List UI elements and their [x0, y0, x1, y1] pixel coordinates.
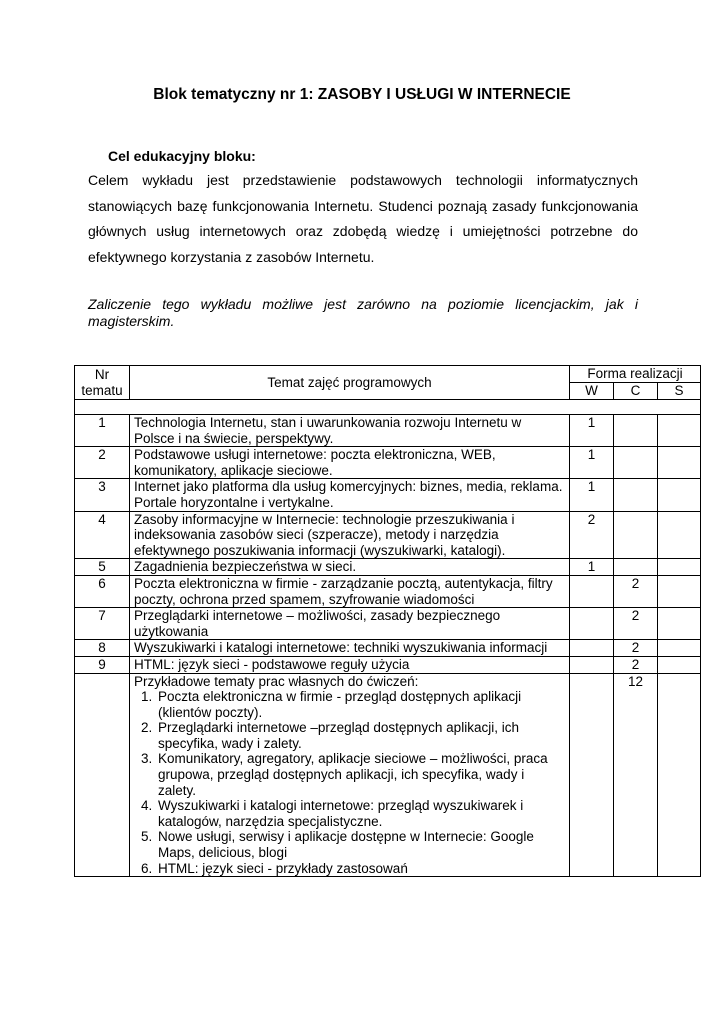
row-w [570, 673, 614, 877]
row-topic: Wyszukiwarki i katalogi internetowe: techniki wyszukiwania informacji [130, 640, 570, 657]
row-topic: HTML: język sieci - podstawowe reguły użycia [130, 656, 570, 673]
row-s [658, 640, 701, 657]
table-row [75, 415, 701, 447]
list-item: 6. HTML: język sieci - przykłady zastosowań [156, 861, 565, 877]
row-c: 2 [614, 656, 658, 673]
table-row [75, 575, 701, 607]
row-s [658, 656, 701, 673]
row-s [658, 447, 701, 479]
row-s [658, 608, 701, 640]
row-w: 2 [570, 511, 614, 559]
row-c [614, 479, 658, 511]
exercise-list [134, 689, 565, 876]
row-nr: 4 [75, 511, 130, 559]
table-row [75, 511, 701, 559]
row-c [614, 447, 658, 479]
row-topic: Zagadnienia bezpieczeństwa w sieci. [130, 559, 570, 576]
row-c: 2 [614, 640, 658, 657]
row-nr: 8 [75, 640, 130, 657]
row-nr: 6 [75, 575, 130, 607]
row-s [658, 415, 701, 447]
header-nr: Nr tematu [75, 366, 130, 400]
header-form: Forma realizacji [570, 366, 701, 383]
row-topic: Przeglądarki internetowe – możliwości, zasady bezpiecznego użytkowania [130, 608, 570, 640]
row-w [570, 640, 614, 657]
section-heading: Cel edukacyjny bloku: [108, 148, 256, 164]
row-s [658, 575, 701, 607]
row-c [614, 511, 658, 559]
row-w: 1 [570, 479, 614, 511]
table-row [75, 656, 701, 673]
table-row [75, 559, 701, 576]
page-title: Blok tematyczny nr 1: ZASOBY I USŁUGI W INTERNECIE [153, 86, 571, 103]
exercise-topics [130, 673, 570, 877]
row-w: 1 [570, 415, 614, 447]
row-topic: Internet jako platforma dla usług komercyjnych: biznes, media, reklama. Portale horyzontalne i vertykalne. [130, 479, 570, 511]
row-nr [75, 673, 130, 877]
row-topic: Zasoby informacyjne w Internecie: technologie przeszukiwania i indeksowania zasobów sieci (szperacze), metody i narzędzia efektywnego poszukiwania informacji (wyszukiwarki, katalogi). [130, 511, 570, 559]
header-s: S [658, 383, 701, 400]
list-item: 2. Przeglądarki internetowe –przegląd dostępnych aplikacji, ich specyfika, wady i zalety. [156, 720, 565, 751]
row-c: 12 [614, 673, 658, 877]
row-topic: Podstawowe usługi internetowe: poczta elektroniczna, WEB, komunikatory, aplikacje sieciowe. [130, 447, 570, 479]
list-item: 4. Wyszukiwarki i katalogi internetowe: przegląd wyszukiwarek i katalogów, narzędzia specjalistyczne. [156, 798, 565, 829]
row-nr: 7 [75, 608, 130, 640]
table-row [75, 479, 701, 511]
row-w [570, 656, 614, 673]
note-paragraph: Zaliczenie tego wykładu możliwe jest zarówno na poziomie licencjackim, jak i magisterskim. [88, 296, 638, 329]
row-topic: Poczta elektroniczna w firmie - zarządzanie pocztą, autentykacja, filtry poczty, ochrona przed spamem, szyfrowanie wiadomości [130, 575, 570, 607]
row-nr: 5 [75, 559, 130, 576]
row-c [614, 415, 658, 447]
header-w: W [570, 383, 614, 400]
row-w: 1 [570, 559, 614, 576]
row-nr: 2 [75, 447, 130, 479]
program-table [74, 365, 701, 877]
row-w [570, 608, 614, 640]
list-item: 5. Nowe usługi, serwisy i aplikacje dostępne w Internecie: Google Maps, delicious, blogi [156, 829, 565, 860]
row-c [614, 559, 658, 576]
row-w [570, 575, 614, 607]
exercise-row [75, 673, 701, 877]
row-s [658, 673, 701, 877]
row-s [658, 559, 701, 576]
table-row [75, 447, 701, 479]
list-item: 3. Komunikatory, agregatory, aplikacje sieciowe – możliwości, praca grupowa, przegląd dostępnych aplikacji, ich specyfika, wady i zalety. [156, 751, 565, 798]
intro-paragraph: Celem wykładu jest przedstawienie podstawowych technologii informatycznych stanowiących bazę funkcjonowania Internetu. Studenci poznają zasady funkcjonowania głównych usług internetowych oraz zdobędą wiedzę i umiejętności potrzebne do efektywnego korzystania z zasobów Internetu. [88, 172, 638, 265]
list-item: 1. Poczta elektroniczna w firmie - przegląd dostępnych aplikacji (klientów poczty). [156, 689, 565, 720]
row-nr: 1 [75, 415, 130, 447]
row-w: 1 [570, 447, 614, 479]
header-topic: Temat zajęć programowych [130, 366, 570, 400]
spacer-row [75, 400, 701, 415]
row-s [658, 511, 701, 559]
row-c: 2 [614, 575, 658, 607]
table-row [75, 608, 701, 640]
header-c: C [614, 383, 658, 400]
table-row [75, 640, 701, 657]
row-c: 2 [614, 608, 658, 640]
exercise-intro: Przykładowe tematy prac własnych do ćwiczeń: [134, 673, 419, 689]
row-topic: Technologia Internetu, stan i uwarunkowania rozwoju Internetu w Polsce i na świecie, perspektywy. [130, 415, 570, 447]
row-nr: 9 [75, 656, 130, 673]
row-nr: 3 [75, 479, 130, 511]
row-s [658, 479, 701, 511]
